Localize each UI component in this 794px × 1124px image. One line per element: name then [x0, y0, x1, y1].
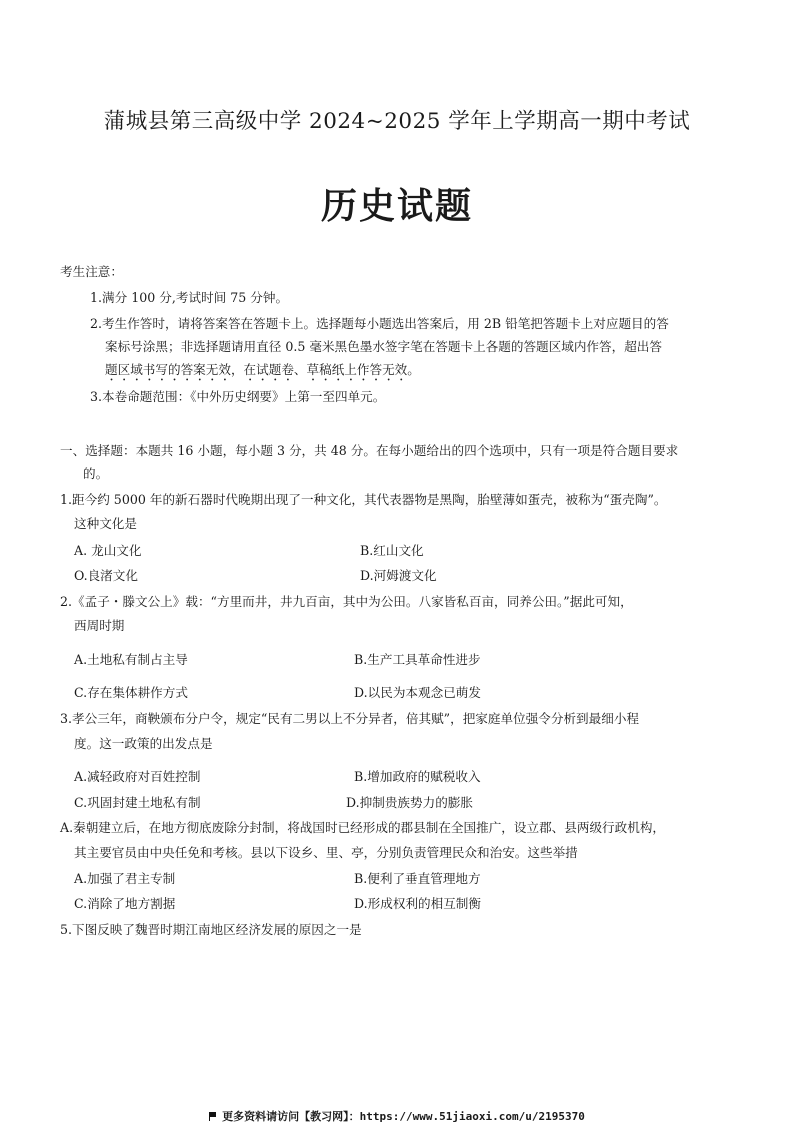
question-2-option-c: C.存在集体耕作方式: [74, 685, 188, 700]
question-4-option-d: D.形成权利的相互制衡: [354, 896, 481, 911]
question-1-option-c: O.良渚文化: [74, 568, 138, 583]
question-3-option-c: C.巩固封建土地私有制: [74, 795, 201, 810]
question-1-option-b: B.红山文化: [360, 543, 424, 558]
question-3-option-a: A.减轻政府对百姓控制: [74, 769, 201, 784]
question-3-option-b: B.增加政府的赋税收入: [354, 769, 481, 784]
question-2-stem: 2.《孟子・滕文公上》载：“方里而井，井九百亩，其中为公田。八家皆私百亩，同养公田。”据此可知，: [60, 594, 633, 609]
notice-item-2-cont2: [105, 362, 420, 384]
question-3-stem-cont: 度。这一政策的出发点是: [74, 736, 213, 751]
flag-icon: [209, 1112, 218, 1121]
exam-header: 蒲城县第三高级中学 2024~2025 学年上学期高一期中考试: [103, 109, 691, 134]
question-2-option-a: A.土地私有制占主导: [74, 652, 188, 667]
question-4-stem: A.秦朝建立后，在地方彻底废除分封制，将战国时已经形成的郡县制在全国推广，设立郡、县两级行政机构，: [60, 820, 666, 835]
question-1-option-a: A. 龙山文化: [74, 543, 142, 558]
question-4-option-c: C.消除了地方割据: [74, 896, 176, 911]
section-heading: 一、选择题：本题共 16 小题，每小题 3 分，共 48 分。在每小题给出的四个选项中，只有一项是符合题目要求: [60, 443, 679, 458]
question-1-stem: 1.距今约 5000 年的新石器时代晚期出现了一种文化，其代表器物是黑陶，胎壁薄如蛋壳，被称为“蛋壳陶”。: [60, 492, 667, 507]
footer-link[interactable]: [0, 1108, 794, 1124]
question-3-stem: 3.孝公三年，商鞅颁布分户令，规定“民有二男以上不分异者，倍其赋”，把家庭单位强令分析到最细小程: [60, 711, 640, 726]
notice-item-2: 2.考生作答时，请将答案答在答题卡上。选择题每小题选出答案后，用 2B 铅笔把答题卡上对应题目的答: [90, 316, 669, 331]
exam-title: 历史试题: [320, 186, 473, 227]
question-4-option-a: A.加强了君主专制: [74, 871, 176, 886]
emphasis-text: 题区域书写的答案无效，在试题卷、草稿纸上作答无效。: [105, 362, 420, 377]
question-1-option-d: D.河姆渡文化: [360, 568, 437, 583]
section-heading-cont: 的。: [83, 466, 109, 481]
question-4-stem-cont: 其主要官员由中央任免和考核。县以下设乡、里、亭，分别负责管理民众和治安。这些举措: [74, 845, 578, 860]
notice-item-2-cont: 案标号涂黑；非选择题请用直径 0.5 毫米黑色墨水签字笔在答题卡上各题的答题区域内作答，超出答: [105, 339, 662, 354]
question-2-stem-cont: 西周时期: [74, 618, 125, 633]
question-4-option-b: B.便利了垂直管理地方: [354, 871, 481, 886]
question-2-option-d: D.以民为本观念已萌发: [354, 685, 481, 700]
question-5-stem: 5.下图反映了魏晋时期江南地区经济发展的原因之一是: [60, 922, 362, 937]
notice-heading: 考生注意：: [60, 264, 123, 279]
footer-text: 更多资料请访问【教习网】：https://www.51jiaoxi.com/u/2195370: [222, 1110, 585, 1123]
question-2-option-b: B.生产工具革命性进步: [354, 652, 481, 667]
question-1-stem-cont: 这种文化是: [74, 516, 137, 531]
question-3-option-d: D.抑制贵族势力的膨胀: [346, 795, 473, 810]
notice-item-1: 1.满分 100 分,考试时间 75 分钟。: [90, 290, 289, 305]
notice-item-3: 3.本卷命题范围：《中外历史纲要》上第一至四单元。: [90, 389, 386, 404]
